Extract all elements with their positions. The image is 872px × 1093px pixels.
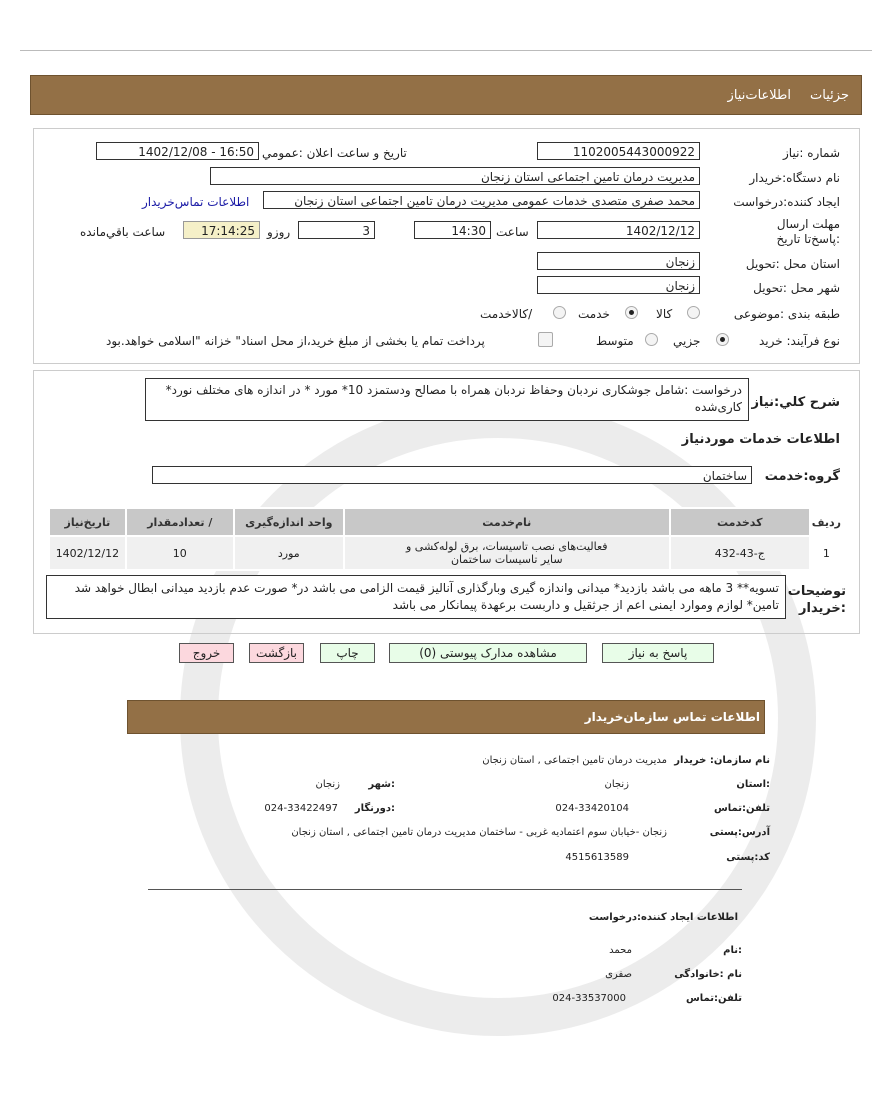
- announce-label: تاریخ و ساعت اعلان :عمومي: [262, 146, 407, 160]
- contact-header-bar: [127, 700, 765, 734]
- deadline-time-field: 14:30: [414, 221, 491, 239]
- category-radio-service[interactable]: [625, 306, 638, 319]
- summary-field: درخواست :شامل جوشکاری نردبان وحفاظ نردبان همراه با مصالح ودستمزد 10* مورد * در اندازه های مختلف نورد* کاری‌شده: [145, 378, 749, 421]
- category-label: طبقه بندی :موضوعی: [733, 307, 840, 321]
- view-attachments-button[interactable]: مشاهده مدارک پیوستی (0): [389, 643, 587, 663]
- address-value: زنجان -خیابان سوم اعتمادیه غربی - ساختمان مدیریت درمان تامین اجتماعی , استان زنجان: [291, 827, 667, 838]
- process-label: نوع فرآیند: خرید: [759, 334, 840, 348]
- services-table: [48, 507, 844, 571]
- buyer-notes-field: تسویه** 3 ماهه می باشد بازدید* میدانی واندازه گیری وبارگذاری آنالیز قیمت الزامی می باشد در* صورت عدم بازدید میدانی ابطال خواهد شد تامین* لوازم وموارد ایمنی اعم از جرثقیل و داربست برعهدة پیمانکار می باشد: [46, 575, 786, 619]
- back-button[interactable]: بازگشت: [249, 643, 304, 663]
- creator-phone-value: 024-33537000: [552, 993, 626, 1004]
- col-service-name: نام‌خدمت: [344, 508, 670, 536]
- table-row: [49, 536, 843, 570]
- cell-service-code: ج-43-432: [670, 536, 810, 570]
- address-label: آدرس:پستی: [709, 827, 770, 838]
- postal-label: کد:پستی: [726, 852, 770, 863]
- col-service-code: کدخدمت: [670, 508, 810, 536]
- remaining-time-field: 17:14:25: [183, 221, 260, 239]
- treasury-text: پرداخت تمام یا بخشی از مبلغ خرید،از محل اسناد" خزانه "اسلامی خواهد.بود: [106, 334, 485, 348]
- summary-label: شرح کلي:نیاز: [751, 395, 840, 410]
- phone-value: 024-33420104: [555, 803, 629, 814]
- process-option-small: جزيي: [673, 334, 701, 348]
- services-title: اطلاعات خدمات موردنیاز: [681, 432, 840, 447]
- city-contact-value: زنجان: [315, 779, 340, 790]
- category-option-service: خدمت: [578, 307, 610, 321]
- service-group-label: گروه:خدمت: [764, 469, 840, 484]
- days-field: 3: [298, 221, 375, 239]
- creator-label: ایجاد کننده:درخواست: [733, 195, 840, 209]
- deadline-label: مهلت ارسال :پاسخ‌تا تاریخ: [776, 217, 840, 246]
- creator-info-title: اطلاعات ایجاد کننده:درخواست: [588, 912, 738, 923]
- org-value: مدیریت درمان تامین اجتماعی , استان زنجان: [482, 755, 667, 766]
- buyer-contact-link[interactable]: اطلاعات تماس‌خریدار: [142, 195, 250, 209]
- process-option-medium: متوسط: [596, 334, 634, 348]
- province-contact-label: :استان: [736, 779, 770, 790]
- buyer-org-label: نام دستگاه:خریدار: [749, 171, 840, 185]
- treasury-checkbox[interactable]: [538, 332, 553, 347]
- process-radio-medium[interactable]: [645, 333, 658, 346]
- col-need-date: تاریخ‌نیاز: [49, 508, 126, 536]
- tab-details[interactable]: جزئیات: [810, 88, 849, 103]
- page-header-bar: [30, 75, 862, 115]
- category-radio-goods-service[interactable]: [553, 306, 566, 319]
- creator-name-value: محمد: [609, 945, 632, 956]
- days-label: روزو: [267, 225, 291, 239]
- province-label: استان محل :تحویل: [745, 257, 840, 271]
- announce-field: 1402/12/08 - 16:50: [96, 142, 259, 160]
- category-option-goods-service: /کالاخدمت: [480, 307, 533, 321]
- tab-need-info[interactable]: اطلاعات‌نیاز: [727, 88, 791, 103]
- category-radio-goods[interactable]: [687, 306, 700, 319]
- need-info-panel: [33, 128, 860, 364]
- creator-name-label: :نام: [723, 945, 742, 956]
- cell-quantity: 10: [126, 536, 234, 570]
- buyer-notes-label: توضیحات :خریدار: [787, 584, 846, 616]
- col-row-number: ردیف: [810, 508, 843, 536]
- city-label: شهر محل :تحویل: [753, 281, 840, 295]
- contact-divider: [148, 889, 742, 890]
- creator-family-value: صفری: [605, 969, 632, 980]
- need-number-field: 1102005443000922: [537, 142, 700, 160]
- print-button[interactable]: چاپ: [320, 643, 375, 663]
- service-group-field: ساختمان: [152, 466, 752, 484]
- postal-value: 4515613589: [565, 852, 629, 863]
- city-contact-label: :شهر: [368, 779, 395, 790]
- phone-label: تلفن:تماس: [713, 803, 770, 814]
- cell-unit: مورد: [234, 536, 344, 570]
- cell-need-date: 1402/12/12: [49, 536, 126, 570]
- fax-label: :دورنگار: [354, 803, 395, 814]
- process-radio-small[interactable]: [716, 333, 729, 346]
- creator-field: محمد صفری متصدی خدمات عمومی مدیریت درمان تامین اجتماعی استان زنجان: [263, 191, 700, 209]
- city-field: زنجان: [537, 276, 700, 294]
- table-header-row: [49, 508, 843, 536]
- cell-row-number: 1: [810, 536, 843, 570]
- top-divider: [20, 50, 872, 51]
- province-contact-value: زنجان: [604, 779, 629, 790]
- creator-phone-label: تلفن:تماس: [685, 993, 742, 1004]
- contact-title: اطلاعات تماس سازمان‌خریدار: [584, 710, 760, 724]
- org-label: نام سازمان: خریدار: [674, 755, 770, 766]
- deadline-date-field: 1402/12/12: [537, 221, 700, 239]
- creator-family-label: نام :خانوادگی: [674, 969, 742, 980]
- fax-value: 024-33422497: [264, 803, 338, 814]
- time-label: ساعت: [496, 225, 529, 239]
- category-option-goods: کالا: [656, 307, 673, 321]
- province-field: زنجان: [537, 252, 700, 270]
- cell-service-name: فعالیت‌های نصب تاسیسات، برق لوله‌کشی و سایر تاسیسات ساختمان: [344, 536, 670, 570]
- reply-button[interactable]: پاسخ به نیاز: [602, 643, 714, 663]
- buyer-org-field: مدیریت درمان تامین اجتماعی استان زنجان: [210, 167, 700, 185]
- need-number-label: شماره :نیاز: [783, 146, 840, 160]
- col-unit: واحد اندازه‌گیری: [234, 508, 344, 536]
- exit-button[interactable]: خروج: [179, 643, 234, 663]
- col-quantity: / تعدادمقدار: [126, 508, 234, 536]
- remaining-label: ساعت باقي‌مانده: [80, 225, 166, 239]
